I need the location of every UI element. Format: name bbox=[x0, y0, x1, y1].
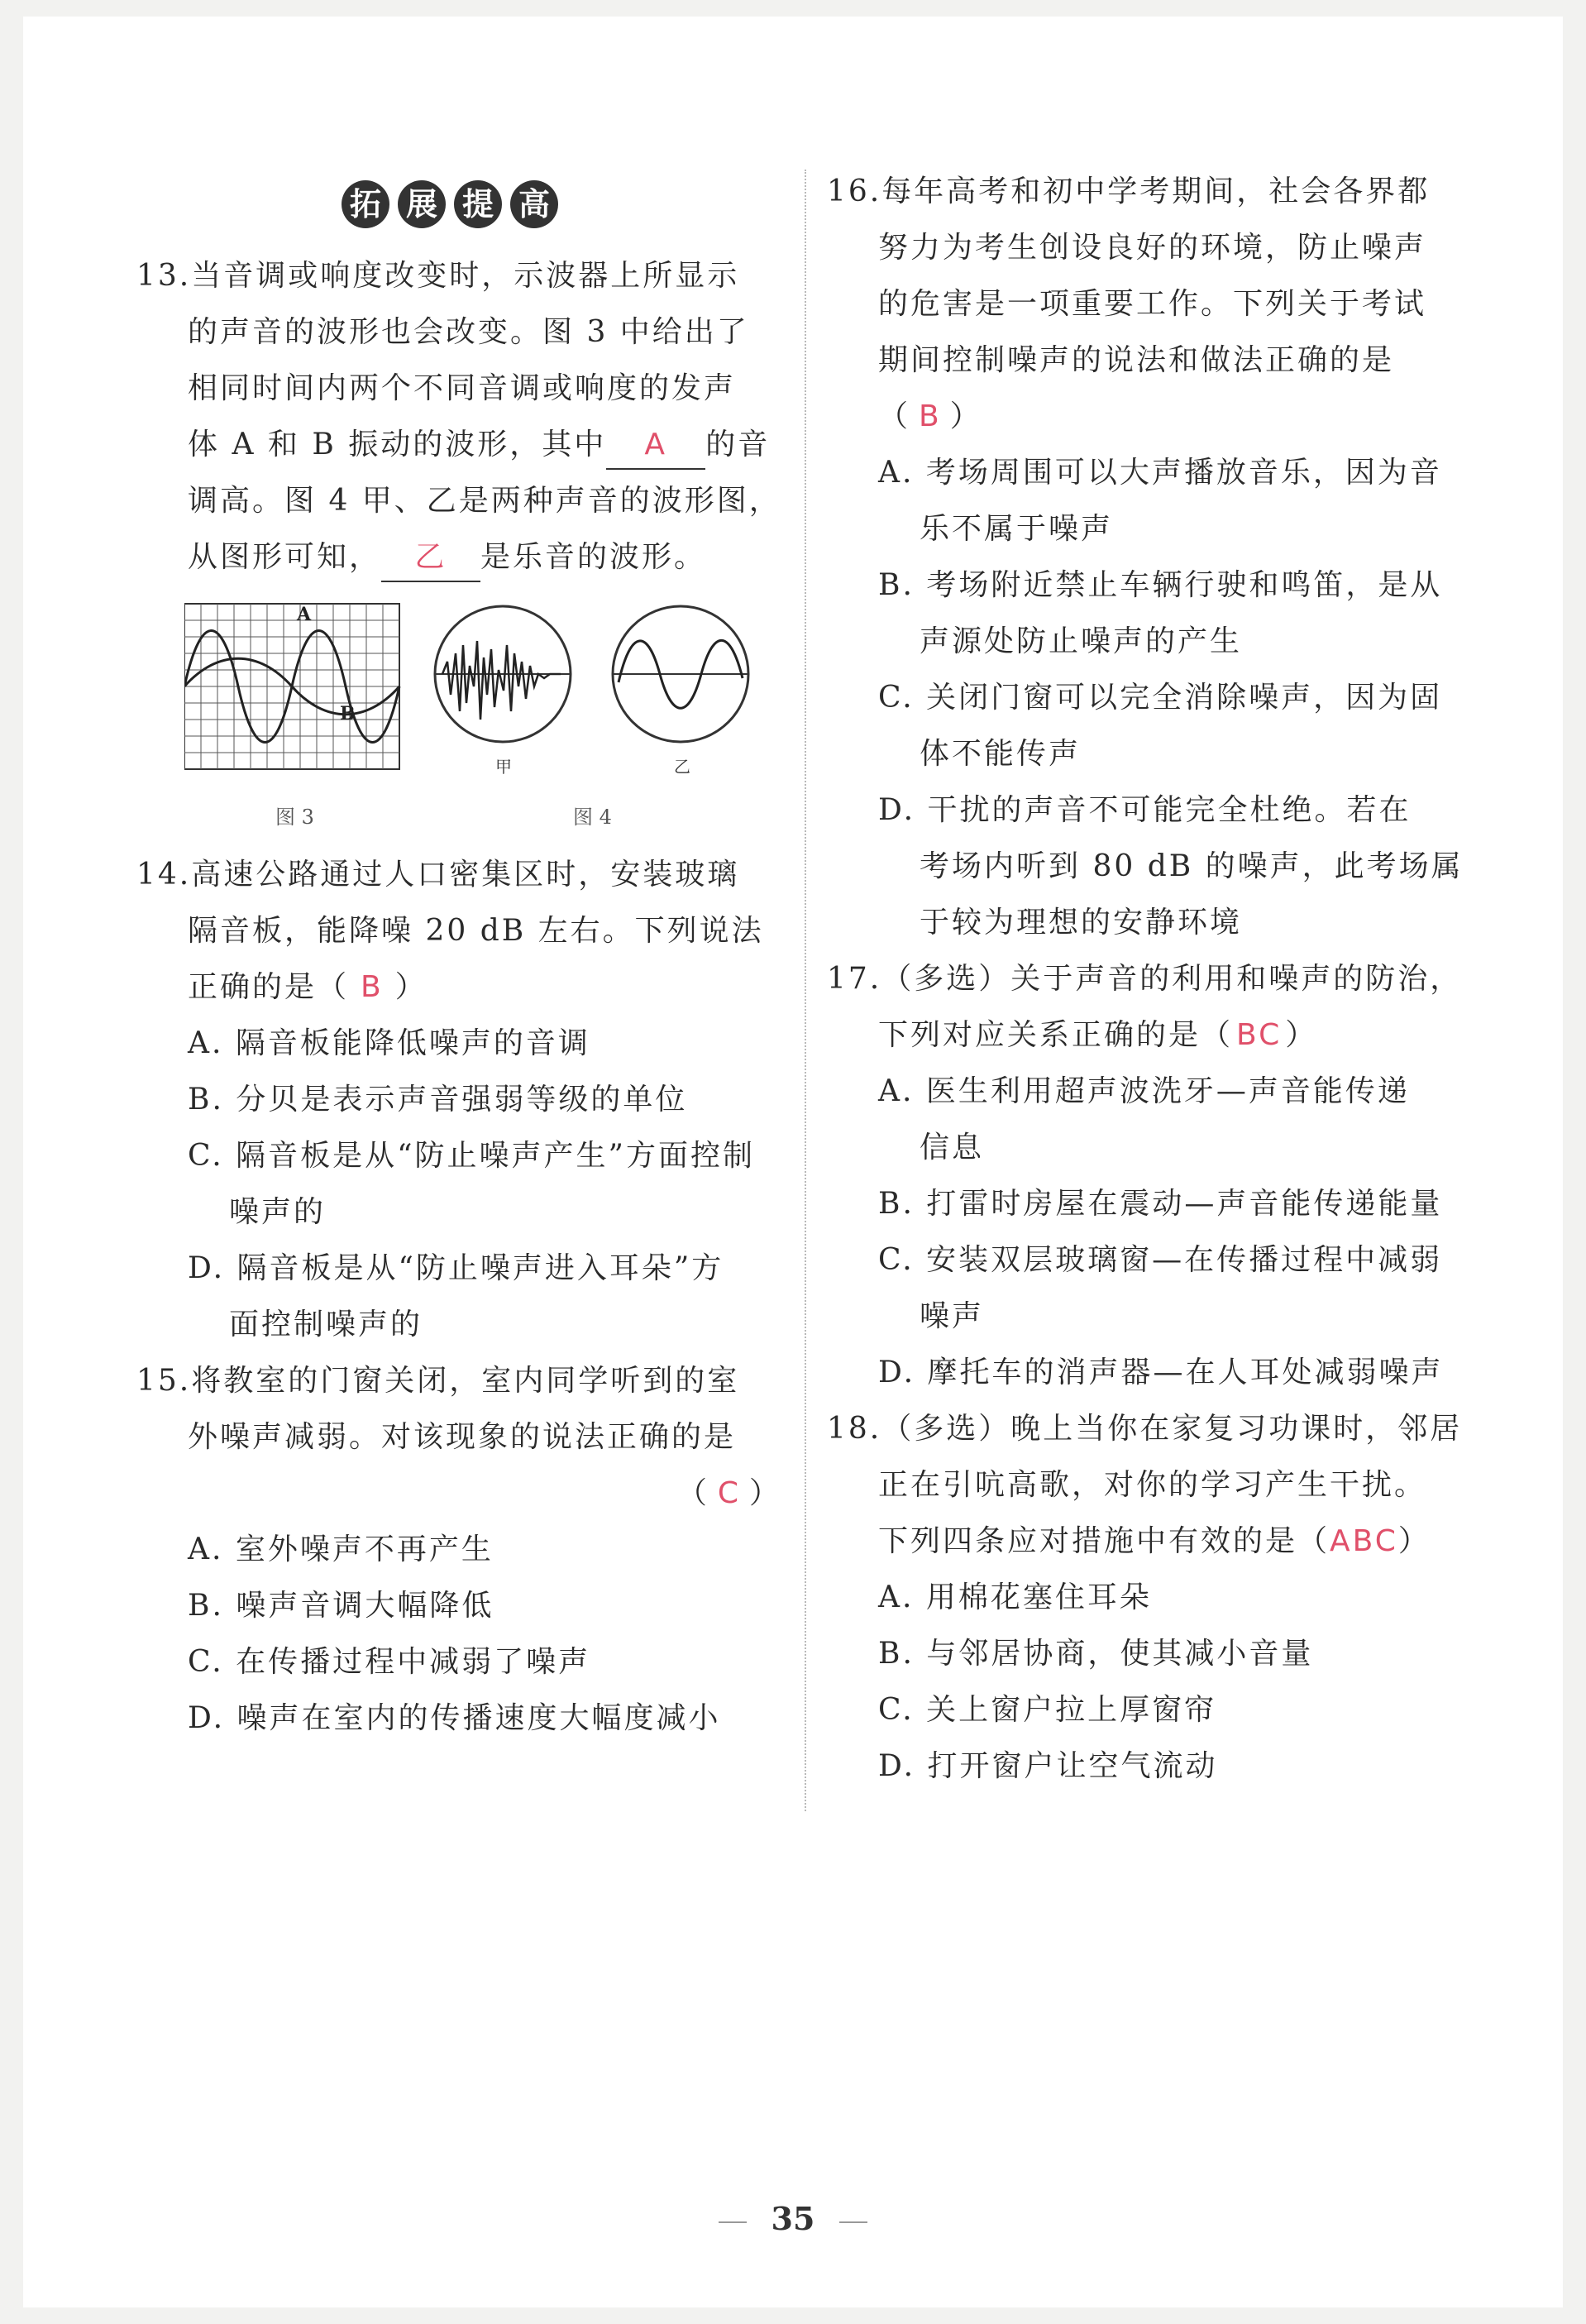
question-18 bbox=[827, 1401, 1462, 1795]
banner-char: 高 bbox=[510, 180, 558, 228]
question-text: 从图形可知， bbox=[188, 540, 382, 574]
question-14 bbox=[136, 847, 764, 1353]
paren-open: （ bbox=[878, 399, 911, 433]
question-text: 是乐音的波形。 bbox=[480, 540, 707, 574]
option-c-continued: 噪声 bbox=[920, 1299, 985, 1333]
option-a: A. 室外噪声不再产生 bbox=[188, 1533, 494, 1566]
answer-blank-1[interactable]: A bbox=[606, 422, 705, 470]
option-d: D. 打开窗户让空气流动 bbox=[878, 1749, 1218, 1783]
section-banner bbox=[342, 180, 558, 228]
option-c: C. 关上窗户拉上厚窗帘 bbox=[878, 1693, 1217, 1727]
question-16 bbox=[827, 164, 1464, 951]
banner-char: 提 bbox=[454, 180, 502, 228]
answer[interactable]: C bbox=[717, 1476, 741, 1510]
option-c: C. 在传播过程中减弱了噪声 bbox=[188, 1645, 591, 1679]
question-text: （多选）关于声音的利用和噪声的防治， bbox=[881, 962, 1463, 996]
question-text: 正在引吭高歌，对你的学习产生干扰。 bbox=[878, 1468, 1427, 1502]
page-number bbox=[23, 2200, 1563, 2237]
question-text: 高速公路通过人口密集区时，安装玻璃 bbox=[191, 858, 740, 892]
option-d: D. 隔音板是从“防止噪声进入耳朵”方 bbox=[188, 1251, 724, 1285]
label-jia: 甲 bbox=[495, 757, 512, 777]
question-text: 的音 bbox=[705, 428, 771, 461]
figure-4-caption: 图 4 bbox=[573, 806, 612, 829]
option-b: B. 与邻居协商，使其减小音量 bbox=[878, 1637, 1314, 1671]
option-d: D. 摩托车的消声器—在人耳处减弱噪声 bbox=[878, 1356, 1444, 1389]
question-text: 相同时间内两个不同音调或响度的发声 bbox=[188, 371, 737, 405]
question-13 bbox=[136, 248, 781, 586]
figure-4-yi bbox=[613, 606, 748, 777]
question-text: 体 A 和 B 振动的波形，其中 bbox=[188, 428, 607, 461]
option-a: A. 隔音板能降低噪声的音调 bbox=[188, 1026, 590, 1060]
option-c-continued: 噪声的 bbox=[229, 1195, 327, 1229]
question-text: （多选）晚上当你在家复习功课时，邻居 bbox=[881, 1412, 1463, 1446]
option-b-continued: 声源处防止噪声的产生 bbox=[920, 624, 1243, 658]
option-d-continued: 于较为理想的安静环境 bbox=[920, 906, 1243, 940]
question-text: 努力为考生创设良好的环境，防止噪声 bbox=[878, 231, 1427, 265]
question-text: 期间控制噪声的说法和做法正确的是 bbox=[878, 343, 1395, 377]
paren-open: （ bbox=[676, 1476, 709, 1510]
question-text: 下列对应关系正确的是（ bbox=[878, 1018, 1234, 1052]
page-number-dash bbox=[839, 2221, 867, 2223]
page-number-dash bbox=[719, 2221, 747, 2223]
question-number: 15. bbox=[136, 1364, 192, 1398]
label-a: A bbox=[297, 604, 312, 625]
paren-close: ） bbox=[748, 1476, 781, 1510]
question-number: 14. bbox=[136, 858, 192, 892]
question-text: 下列四条应对措施中有效的是（ bbox=[878, 1524, 1330, 1558]
question-text: 调高。图 4 甲、乙是两种声音的波形图， bbox=[188, 484, 781, 518]
figures bbox=[184, 595, 763, 835]
option-b: B. 噪声音调大幅降低 bbox=[188, 1589, 494, 1623]
question-text: ） bbox=[394, 970, 428, 1004]
page-number-value: 35 bbox=[771, 2200, 815, 2237]
banner-char: 拓 bbox=[342, 180, 389, 228]
question-text: 的声音的波形也会改变。图 3 中给出了 bbox=[188, 315, 749, 349]
waveform-figures bbox=[184, 595, 763, 835]
question-17 bbox=[827, 951, 1462, 1401]
question-15 bbox=[136, 1353, 781, 1747]
answer[interactable]: B bbox=[919, 399, 942, 433]
question-number: 16. bbox=[827, 175, 882, 208]
label-b: B bbox=[340, 703, 356, 724]
figure-3-caption: 图 3 bbox=[275, 806, 314, 829]
option-c: C. 隔音板是从“防止噪声产生”方面控制 bbox=[188, 1139, 755, 1173]
option-a: A. 考场周围可以大声播放音乐，因为音 bbox=[878, 456, 1442, 490]
question-number: 18. bbox=[827, 1412, 882, 1446]
paren-close: ） bbox=[949, 399, 982, 433]
option-d: D. 干扰的声音不可能完全杜绝。若在 bbox=[878, 793, 1412, 827]
option-c-continued: 体不能传声 bbox=[920, 737, 1082, 771]
option-a-continued: 信息 bbox=[920, 1131, 985, 1164]
question-text: ） bbox=[1285, 1018, 1318, 1052]
question-text: 将教室的门窗关闭，室内同学听到的室 bbox=[191, 1364, 740, 1398]
question-text: ） bbox=[1397, 1524, 1431, 1558]
question-text: 隔音板，能降噪 20 dB 左右。下列说法 bbox=[188, 914, 764, 948]
option-a-continued: 乐不属于噪声 bbox=[920, 512, 1114, 546]
question-text: 的危害是一项重要工作。下列关于考试 bbox=[878, 287, 1427, 321]
question-text: 外噪声减弱。对该现象的说法正确的是 bbox=[188, 1420, 737, 1454]
question-number: 17. bbox=[827, 962, 882, 996]
option-d: D. 噪声在室内的传播速度大幅度减小 bbox=[188, 1701, 721, 1735]
option-d-continued: 考场内听到 80 dB 的噪声，此考场属 bbox=[920, 849, 1464, 883]
option-c: C. 安装双层玻璃窗—在传播过程中减弱 bbox=[878, 1243, 1443, 1277]
question-text: 每年高考和初中学考期间，社会各界都 bbox=[881, 175, 1431, 208]
answer-blank-2[interactable]: 乙 bbox=[381, 534, 480, 582]
option-b: B. 考场附近禁止车辆行驶和鸣笛，是从 bbox=[878, 568, 1443, 602]
option-b: B. 打雷时房屋在震动—声音能传递能量 bbox=[878, 1187, 1443, 1221]
option-a: A. 用棉花塞住耳朵 bbox=[878, 1580, 1152, 1614]
option-b: B. 分贝是表示声音强弱等级的单位 bbox=[188, 1083, 688, 1117]
label-yi: 乙 bbox=[674, 757, 690, 777]
question-text: 当音调或响度改变时，示波器上所显示 bbox=[191, 259, 740, 293]
option-a: A. 医生利用超声波洗牙—声音能传递 bbox=[878, 1074, 1410, 1108]
figure-3-oscilloscope bbox=[184, 604, 399, 769]
figure-4-jia bbox=[435, 606, 571, 777]
page bbox=[23, 17, 1563, 2307]
answer[interactable]: BC bbox=[1236, 1018, 1283, 1052]
question-text: 正确的是（ bbox=[188, 970, 350, 1004]
answer[interactable]: B bbox=[361, 970, 384, 1004]
option-c: C. 关闭门窗可以完全消除噪声，因为固 bbox=[878, 681, 1443, 715]
question-number: 13. bbox=[136, 259, 192, 293]
banner-char: 展 bbox=[398, 180, 446, 228]
answer[interactable]: ABC bbox=[1330, 1524, 1398, 1558]
column-divider bbox=[805, 170, 806, 1811]
option-d-continued: 面控制噪声的 bbox=[229, 1308, 423, 1341]
